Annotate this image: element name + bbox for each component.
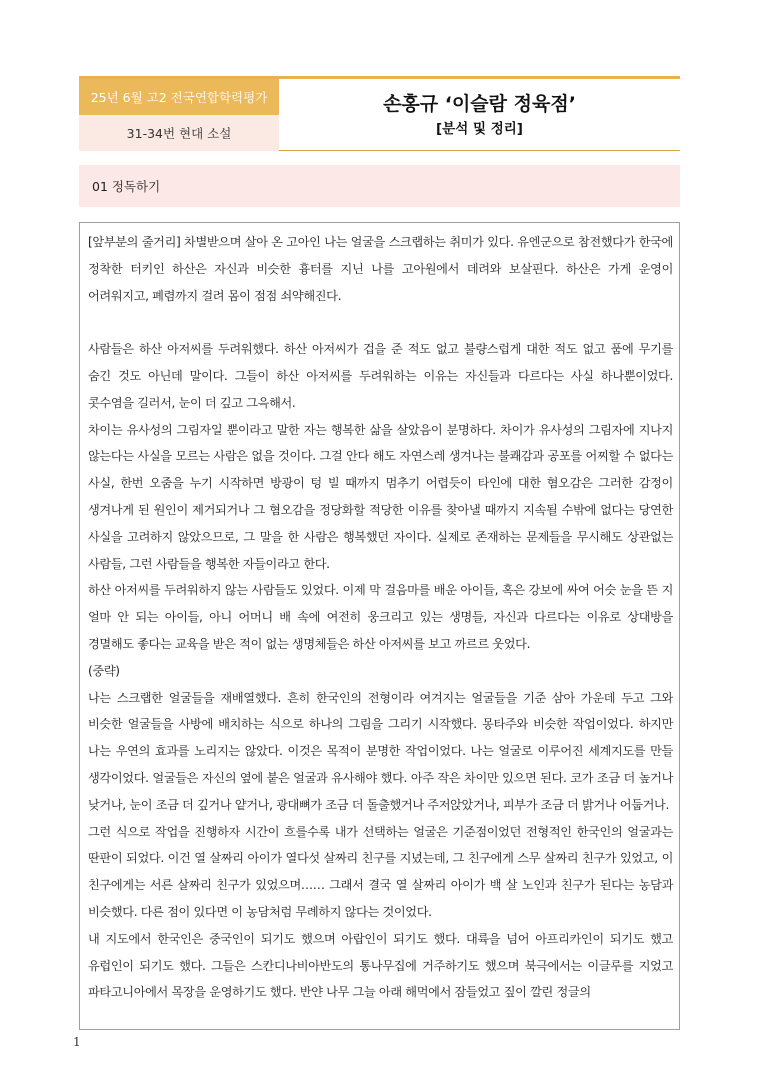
passage-box [79, 222, 680, 1030]
passage-paragraph: 사람들은 하산 아저씨를 두려워했다. 하산 아저씨가 겁을 준 적도 없고 불량스럽게 대한 적도 없고 품에 무기를 숨긴 것도 아닌데 말이다. 그들이 하산 아저씨를 두려워하는 이유는 자신들과 다르다는 사실 하나뿐이었다. 콧수염을 길러서, 눈이 더 깊고 그윽해서. [88, 342, 673, 410]
question-range-label: 31-34번 현대 소설 [79, 115, 279, 151]
document-header [79, 76, 680, 151]
summary-paragraph: [앞부분의 줄거리] 차별받으며 살아 온 고아인 나는 얼굴을 스크랩하는 취미가 있다. 유엔군으로 참전했다가 한국에 정착한 터키인 하산은 자신과 비슷한 흉터를 지닌 나를 고아원에서 데려와 보살핀다. 하산은 가게 운영이 어려워지고, 폐렴까지 걸려 몸이 점점 쇠약해진다. [88, 235, 673, 303]
passage-paragraph: 내 지도에서 한국인은 중국인이 되기도 했으며 아랍인이 되기도 했다. 대륙을 넘어 아프리카인이 되기도 했고 유럽인이 되기도 했다. 그들은 스칸디나비아반도의 통나무집에 거주하기도 했으며 북극에서는 이글루를 지었고 파타고니아에서 목장을 운영하기도 했다. 반얀 나무 그늘 아래 해먹에서 잠들었고 짚이 깔린 정글의 [88, 931, 673, 1000]
passage-paragraph: 차이는 유사성의 그림자일 뿐이라고 말한 자는 행복한 삶을 살았음이 분명하다. 차이가 유사성의 그림자에 지나지 않는다는 사실을 모르는 사람은 없을 것이다. 그걸 안다 해도 자연스레 생겨나는 불쾌감과 공포를 어찌할 수 없다는 사실, 한번 오줌을 누기 시작하면 방광이 텅 빌 때까지 멈추기 어렵듯이 타인에 대한 혐오감은 그러한 감정이 생겨나게 된 원인이 제거되거나 그 혐오감을 정당화할 적당한 이유를 찾아낼 때까지 지속될 수밖에 없다는 당연한 사실을 고려하지 않았으므로, 그 말을 한 사람은 행복했던 자이다. 실제로 존재하는 문제들을 무시해도 상관없는 사람들, 그런 사람들을 행복한 자들이라고 한다. [88, 422, 673, 571]
document-title: 손홍규 ‘이슬람 정육점’ [383, 93, 576, 115]
exam-label: 25년 6월 고2 전국연합학력평가 [79, 79, 279, 115]
section-label: 01 정독하기 [92, 179, 161, 194]
page-number: 1 [73, 1035, 81, 1049]
passage-paragraph: 하산 아저씨를 두려워하지 않는 사람들도 있었다. 이제 막 걸음마를 배운 아이들, 혹은 강보에 싸여 어슷 눈을 뜬 지 얼마 안 되는 아이들, 아니 어머니 배 속에 여전히 웅크리고 있는 생명들, 자신과 다르다는 이유로 상대방을 경멸해도 좋다는 교육을 받은 적이 없는 생명체들은 하산 아저씨를 보고 까르르 웃었다. [88, 583, 673, 651]
passage-paragraph: 나는 스크랩한 얼굴들을 재배열했다. 흔히 한국인의 전형이라 여겨지는 얼굴들을 기준 삼아 가운데 두고 그와 비슷한 얼굴들을 사방에 배치하는 식으로 하나의 그림을 그리기 시작했다. 몽타주와 비슷한 작업이었다. 하지만 나는 우연의 효과를 노리지는 않았다. 이것은 목적이 분명한 작업이었다. 나는 얼굴로 이루어진 세계지도를 만들 생각이었다. 얼굴들은 자신의 옆에 붙은 얼굴과 유사해야 했다. 아주 작은 차이만 있으면 된다. 코가 조금 더 높거나 낮거나, 눈이 조금 더 깊거나 얕거나, 광대뼈가 조금 더 돌출했거나 주저앉았거나, 피부가 조금 더 밝거나 어둡거나. [88, 690, 673, 812]
omission-marker: (중략) [88, 663, 120, 678]
title-block [279, 79, 680, 151]
paragraph-spacer [88, 309, 673, 336]
passage-paragraph: 그런 식으로 작업을 진행하자 시간이 흐를수록 내가 선택하는 얼굴은 기준점이었던 전형적인 한국인의 얼굴과는 딴판이 되었다. 이건 열 살짜리 아이가 열다섯 살짜리 친구를 지녔는데, 그 친구에게 스무 살짜리 친구가 있었고, 이 친구에게는 서른 살짜리 친구가 있었으며…… 그래서 결국 열 살짜리 아이가 백 살 노인과 친구가 된다는 농담과 비슷했다. 다른 점이 있다면 이 농담처럼 무례하지 않다는 것이었다. [88, 824, 673, 919]
section-heading [79, 165, 680, 207]
document-subtitle: [분석 및 정리] [436, 121, 523, 137]
